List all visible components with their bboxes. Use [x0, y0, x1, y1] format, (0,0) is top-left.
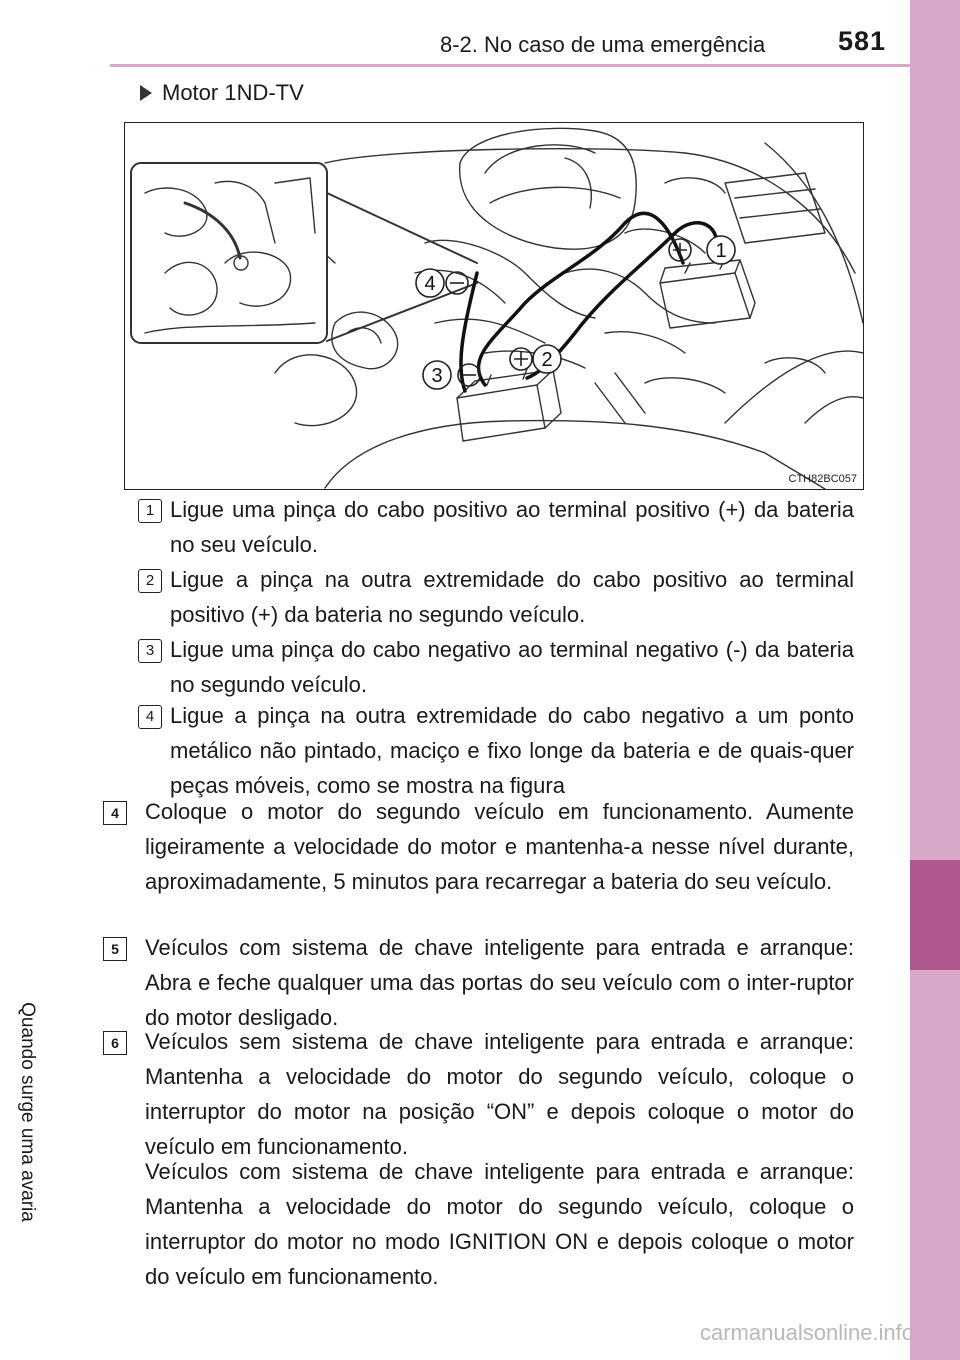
- figure-code: CTH82BC057: [788, 473, 857, 485]
- substep-number-2: 2: [138, 569, 162, 593]
- substep-3: [145, 632, 854, 702]
- subheading: [140, 80, 304, 106]
- subheading-text: Motor 1ND-TV: [162, 80, 304, 105]
- step-text-5: Veículos com sistema de chave inteligente para entrada e arranque: Abra e feche qualquer uma das portas do seu veículo com o inter-ruptor do motor desligado.: [145, 935, 854, 1030]
- callout-1: 1: [715, 240, 727, 262]
- substep-1: [145, 492, 854, 562]
- step-6: [111, 1024, 854, 1164]
- callout-2: 2: [541, 349, 553, 371]
- callout-3: 3: [431, 365, 443, 387]
- step-number-4: 4: [103, 801, 127, 825]
- step-6-extra-paragraph: Veículos com sistema de chave inteligente para entrada e arranque: Mantenha a velocidade do motor do segundo veículo, coloque o interruptor do motor no modo IGNITION ON e depois coloque o motor do veículo em funcionamento.: [145, 1159, 854, 1289]
- watermark: carmanualsonline.info: [700, 1320, 915, 1345]
- substep-number-3: 3: [138, 639, 162, 663]
- step-number-6: 6: [103, 1031, 127, 1055]
- header-rule: [110, 64, 910, 67]
- engine-bay-illustration: [125, 123, 863, 489]
- triangle-bullet-icon: [140, 85, 152, 101]
- substep-text-1: Ligue uma pinça do cabo positivo ao terminal positivo (+) da bateria no seu veículo.: [170, 497, 854, 557]
- callout-4: 4: [424, 273, 436, 295]
- substep-number-4: 4: [138, 705, 162, 729]
- engine-jump-start-figure: [124, 122, 864, 490]
- substep-text-3: Ligue uma pinça do cabo negativo ao terminal negativo (-) da bateria no segundo veículo.: [170, 637, 854, 697]
- chapter-title: Quando surge uma avaria: [17, 1002, 38, 1222]
- step-text-4: Coloque o motor do segundo veículo em funcionamento. Aumente ligeiramente a velocidade do motor e mantenha-a nesse nível durante, aproximadamente, 5 minutos para recarregar a bateria do seu veículo.: [145, 799, 854, 894]
- step-4: [111, 794, 854, 899]
- section-title: 8-2. No caso de uma emergência: [440, 32, 766, 57]
- page-number: 581: [838, 26, 887, 56]
- substep-text-4: Ligue a pinça na outra extremidade do cabo negativo a um ponto metálico não pintado, maciço e fixo longe da bateria e de quais-quer peças móveis, como se mostra na figura: [170, 703, 854, 798]
- chapter-number-box: [910, 860, 960, 970]
- step-text-6: Veículos sem sistema de chave inteligente para entrada e arranque: Mantenha a velocidade do motor do segundo veículo, coloque o interruptor do motor na posição “ON” e depois coloque o motor do veículo em funcionamento.: [145, 1029, 854, 1159]
- substep-number-1: 1: [138, 499, 162, 523]
- chapter-side-tab: [910, 0, 960, 1360]
- substep-2: [145, 562, 854, 632]
- substep-text-2: Ligue a pinça na outra extremidade do cabo positivo ao terminal positivo (+) da bateria no segundo veículo.: [170, 567, 854, 627]
- page-header: [0, 0, 910, 62]
- substep-4: [145, 698, 854, 803]
- step-number-5: 5: [103, 937, 127, 961]
- step-5: [111, 930, 854, 1035]
- chapter-number: 8: [19, 898, 30, 918]
